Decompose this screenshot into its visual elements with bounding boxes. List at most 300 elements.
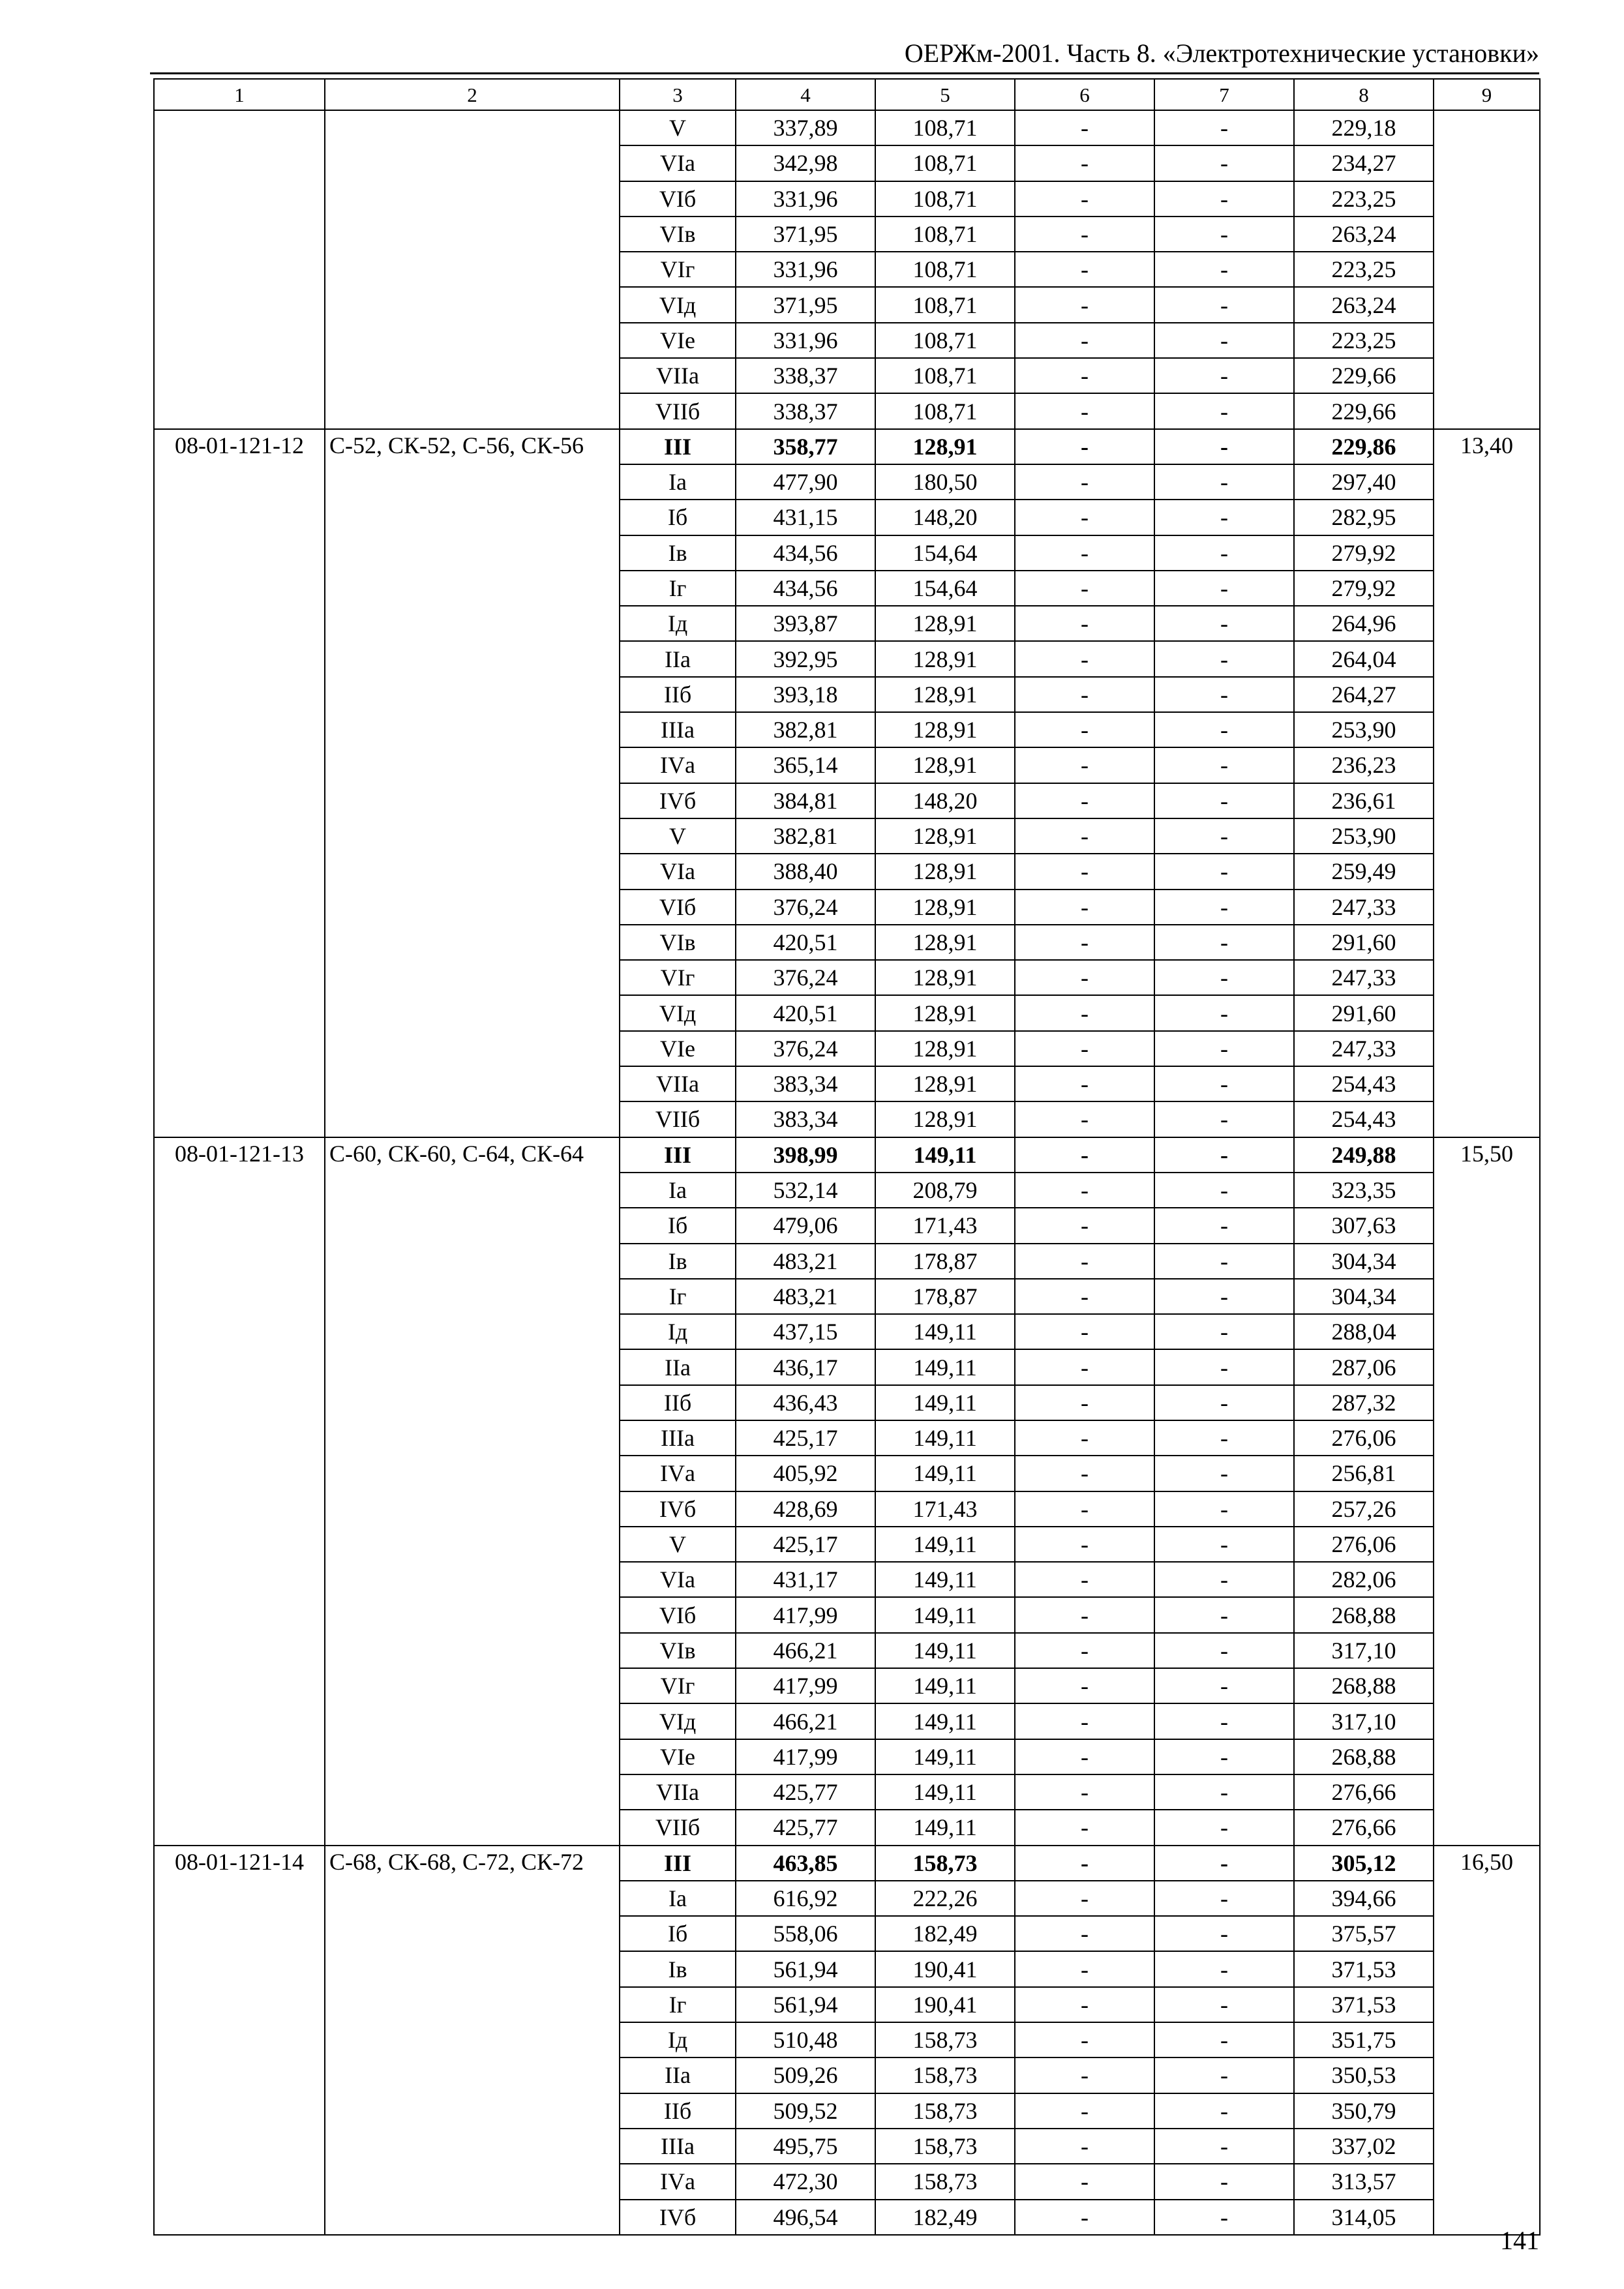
machinist-wage-cell: - <box>1154 2093 1294 2129</box>
wage-cell: 208,79 <box>875 1173 1015 1208</box>
category-cell: VIе <box>620 1031 736 1066</box>
machine-cost-cell: - <box>1015 1951 1154 1986</box>
wage-cell: 149,11 <box>875 1562 1015 1597</box>
total-cost-cell: 472,30 <box>736 2164 875 2199</box>
category-cell: III <box>620 1846 736 1881</box>
total-cost-cell: 431,17 <box>736 1562 875 1597</box>
labor-cost-value <box>1434 110 1540 429</box>
category-cell: VIIа <box>620 358 736 393</box>
category-cell: V <box>620 110 736 145</box>
category-cell: VIIб <box>620 1810 736 1845</box>
wage-cell: 222,26 <box>875 1881 1015 1916</box>
total-cost-cell: 466,21 <box>736 1633 875 1668</box>
machinist-wage-cell: - <box>1154 1951 1294 1986</box>
machine-cost-cell: - <box>1015 747 1154 783</box>
machinist-wage-cell: - <box>1154 712 1294 747</box>
materials-cost-cell: 276,06 <box>1294 1420 1434 1456</box>
category-cell: VIд <box>620 287 736 322</box>
machine-cost-cell: - <box>1015 1739 1154 1774</box>
total-cost-cell: 561,94 <box>736 1987 875 2022</box>
column-header: 2 <box>325 79 620 110</box>
category-cell: Iа <box>620 464 736 500</box>
machinist-wage-cell: - <box>1154 110 1294 145</box>
materials-cost-cell: 268,88 <box>1294 1668 1434 1703</box>
machinist-wage-cell: - <box>1154 1385 1294 1420</box>
wage-cell: 158,73 <box>875 1846 1015 1881</box>
total-cost-cell: 509,26 <box>736 2057 875 2093</box>
materials-cost-cell: 263,24 <box>1294 217 1434 252</box>
materials-cost-cell: 253,90 <box>1294 712 1434 747</box>
wage-cell: 108,71 <box>875 323 1015 358</box>
materials-cost-cell: 307,63 <box>1294 1208 1434 1243</box>
machinist-wage-cell: - <box>1154 181 1294 217</box>
materials-cost-cell: 229,66 <box>1294 393 1434 428</box>
materials-cost-cell: 223,25 <box>1294 323 1434 358</box>
category-cell: IIа <box>620 641 736 676</box>
materials-cost-cell: 236,23 <box>1294 747 1434 783</box>
materials-cost-cell: 297,40 <box>1294 464 1434 500</box>
machinist-wage-cell: - <box>1154 677 1294 712</box>
wage-cell: 108,71 <box>875 358 1015 393</box>
document-header-title: ОЕРЖм-2001. Часть 8. «Электротехнические установки» <box>904 38 1539 68</box>
wage-cell: 108,71 <box>875 252 1015 287</box>
machine-cost-cell: - <box>1015 712 1154 747</box>
equipment-name: С-60, СК-60, С-64, СК-64 <box>325 1137 620 1846</box>
wage-cell: 180,50 <box>875 464 1015 500</box>
machine-cost-cell: - <box>1015 1066 1154 1101</box>
materials-cost-cell: 287,06 <box>1294 1349 1434 1384</box>
machinist-wage-cell: - <box>1154 641 1294 676</box>
machinist-wage-cell: - <box>1154 1810 1294 1845</box>
machine-cost-cell: - <box>1015 287 1154 322</box>
category-cell: VIб <box>620 1597 736 1632</box>
category-cell: VIг <box>620 960 736 995</box>
machine-cost-cell: - <box>1015 1846 1154 1881</box>
machine-cost-cell: - <box>1015 890 1154 925</box>
machinist-wage-cell: - <box>1154 1491 1294 1527</box>
materials-cost-cell: 234,27 <box>1294 145 1434 181</box>
wage-cell: 108,71 <box>875 217 1015 252</box>
machinist-wage-cell: - <box>1154 1420 1294 1456</box>
wage-cell: 149,11 <box>875 1597 1015 1632</box>
wage-cell: 128,91 <box>875 890 1015 925</box>
wage-cell: 128,91 <box>875 712 1015 747</box>
machinist-wage-cell: - <box>1154 1597 1294 1632</box>
machinist-wage-cell: - <box>1154 287 1294 322</box>
machine-cost-cell: - <box>1015 1137 1154 1173</box>
total-cost-cell: 420,51 <box>736 995 875 1030</box>
machinist-wage-cell: - <box>1154 1916 1294 1951</box>
materials-cost-cell: 223,25 <box>1294 252 1434 287</box>
wage-cell: 171,43 <box>875 1208 1015 1243</box>
total-cost-cell: 425,77 <box>736 1810 875 1845</box>
machinist-wage-cell: - <box>1154 2022 1294 2057</box>
materials-cost-cell: 276,06 <box>1294 1527 1434 1562</box>
wage-cell: 128,91 <box>875 995 1015 1030</box>
machine-cost-cell: - <box>1015 1420 1154 1456</box>
machine-cost-cell: - <box>1015 571 1154 606</box>
total-cost-cell: 417,99 <box>736 1597 875 1632</box>
total-cost-cell: 376,24 <box>736 960 875 995</box>
machine-cost-cell: - <box>1015 181 1154 217</box>
total-cost-cell: 509,52 <box>736 2093 875 2129</box>
machinist-wage-cell: - <box>1154 1208 1294 1243</box>
total-cost-cell: 398,99 <box>736 1137 875 1173</box>
category-cell: Iа <box>620 1881 736 1916</box>
machinist-wage-cell: - <box>1154 925 1294 960</box>
category-cell: VIг <box>620 252 736 287</box>
machinist-wage-cell: - <box>1154 854 1294 889</box>
wage-cell: 148,20 <box>875 783 1015 818</box>
machinist-wage-cell: - <box>1154 464 1294 500</box>
machine-cost-cell: - <box>1015 252 1154 287</box>
category-cell: IIIа <box>620 2129 736 2164</box>
category-cell: Iб <box>620 1916 736 1951</box>
materials-cost-cell: 229,66 <box>1294 358 1434 393</box>
total-cost-cell: 434,56 <box>736 535 875 571</box>
wage-cell: 149,11 <box>875 1703 1015 1739</box>
materials-cost-cell: 350,53 <box>1294 2057 1434 2093</box>
total-cost-cell: 495,75 <box>736 2129 875 2164</box>
category-cell: VIIб <box>620 1101 736 1137</box>
total-cost-cell: 384,81 <box>736 783 875 818</box>
machine-cost-cell: - <box>1015 110 1154 145</box>
wage-cell: 108,71 <box>875 181 1015 217</box>
table-row <box>154 429 1540 464</box>
machinist-wage-cell: - <box>1154 1987 1294 2022</box>
category-cell: Iа <box>620 1173 736 1208</box>
wage-cell: 108,71 <box>875 145 1015 181</box>
materials-cost-cell: 291,60 <box>1294 995 1434 1030</box>
category-cell: VIг <box>620 1668 736 1703</box>
machinist-wage-cell: - <box>1154 783 1294 818</box>
wage-cell: 128,91 <box>875 1066 1015 1101</box>
machinist-wage-cell: - <box>1154 606 1294 641</box>
materials-cost-cell: 337,02 <box>1294 2129 1434 2164</box>
machine-cost-cell: - <box>1015 854 1154 889</box>
wage-cell: 158,73 <box>875 2057 1015 2093</box>
machinist-wage-cell: - <box>1154 1562 1294 1597</box>
wage-cell: 108,71 <box>875 287 1015 322</box>
materials-cost-cell: 264,27 <box>1294 677 1434 712</box>
total-cost-cell: 376,24 <box>736 1031 875 1066</box>
machine-cost-cell: - <box>1015 1916 1154 1951</box>
machine-cost-cell: - <box>1015 1208 1154 1243</box>
wage-cell: 158,73 <box>875 2093 1015 2129</box>
category-cell: Iг <box>620 1987 736 2022</box>
machinist-wage-cell: - <box>1154 2164 1294 2199</box>
materials-cost-cell: 256,81 <box>1294 1456 1434 1491</box>
labor-cost-value: 15,50 <box>1434 1137 1540 1846</box>
category-cell: VIе <box>620 323 736 358</box>
total-cost-cell: 365,14 <box>736 747 875 783</box>
machine-cost-cell: - <box>1015 393 1154 428</box>
category-cell: IIIа <box>620 1420 736 1456</box>
header-rule <box>150 72 1539 74</box>
total-cost-cell: 382,81 <box>736 712 875 747</box>
materials-cost-cell: 371,53 <box>1294 1951 1434 1986</box>
wage-cell: 108,71 <box>875 393 1015 428</box>
materials-cost-cell: 257,26 <box>1294 1491 1434 1527</box>
machine-cost-cell: - <box>1015 1031 1154 1066</box>
machine-cost-cell: - <box>1015 1173 1154 1208</box>
machinist-wage-cell: - <box>1154 960 1294 995</box>
total-cost-cell: 393,18 <box>736 677 875 712</box>
machine-cost-cell: - <box>1015 995 1154 1030</box>
column-header: 8 <box>1294 79 1434 110</box>
machinist-wage-cell: - <box>1154 1633 1294 1668</box>
machine-cost-cell: - <box>1015 1703 1154 1739</box>
machine-cost-cell: - <box>1015 1101 1154 1137</box>
column-header: 7 <box>1154 79 1294 110</box>
machine-cost-cell: - <box>1015 217 1154 252</box>
table-row <box>154 110 1540 145</box>
total-cost-cell: 331,96 <box>736 252 875 287</box>
category-cell: VIIб <box>620 393 736 428</box>
category-cell: VIв <box>620 1633 736 1668</box>
machinist-wage-cell: - <box>1154 2200 1294 2235</box>
rate-code <box>154 110 325 429</box>
materials-cost-cell: 254,43 <box>1294 1101 1434 1137</box>
wage-cell: 128,91 <box>875 818 1015 854</box>
wage-cell: 149,11 <box>875 1137 1015 1173</box>
category-cell: Iг <box>620 571 736 606</box>
machine-cost-cell: - <box>1015 2057 1154 2093</box>
materials-cost-cell: 287,32 <box>1294 1385 1434 1420</box>
wage-cell: 178,87 <box>875 1279 1015 1314</box>
machinist-wage-cell: - <box>1154 571 1294 606</box>
total-cost-cell: 388,40 <box>736 854 875 889</box>
category-cell: V <box>620 1527 736 1562</box>
materials-cost-cell: 259,49 <box>1294 854 1434 889</box>
materials-cost-cell: 276,66 <box>1294 1810 1434 1845</box>
machinist-wage-cell: - <box>1154 1101 1294 1137</box>
materials-cost-cell: 351,75 <box>1294 2022 1434 2057</box>
total-cost-cell: 331,96 <box>736 323 875 358</box>
category-cell: IVа <box>620 2164 736 2199</box>
category-cell: III <box>620 1137 736 1173</box>
wage-cell: 149,11 <box>875 1420 1015 1456</box>
wage-cell: 128,91 <box>875 854 1015 889</box>
machinist-wage-cell: - <box>1154 2129 1294 2164</box>
wage-cell: 128,91 <box>875 1101 1015 1137</box>
category-cell: Iб <box>620 1208 736 1243</box>
wage-cell: 128,91 <box>875 429 1015 464</box>
wage-cell: 149,11 <box>875 1633 1015 1668</box>
machinist-wage-cell: - <box>1154 1739 1294 1774</box>
column-header: 4 <box>736 79 875 110</box>
machinist-wage-cell: - <box>1154 1456 1294 1491</box>
machinist-wage-cell: - <box>1154 1173 1294 1208</box>
rate-code: 08-01-121-13 <box>154 1137 325 1846</box>
total-cost-cell: 417,99 <box>736 1668 875 1703</box>
materials-cost-cell: 268,88 <box>1294 1739 1434 1774</box>
category-cell: IVб <box>620 1491 736 1527</box>
materials-cost-cell: 314,05 <box>1294 2200 1434 2235</box>
total-cost-cell: 337,89 <box>736 110 875 145</box>
materials-cost-cell: 305,12 <box>1294 1846 1434 1881</box>
machine-cost-cell: - <box>1015 2129 1154 2164</box>
machine-cost-cell: - <box>1015 641 1154 676</box>
total-cost-cell: 436,17 <box>736 1349 875 1384</box>
materials-cost-cell: 247,33 <box>1294 960 1434 995</box>
materials-cost-cell: 253,90 <box>1294 818 1434 854</box>
category-cell: Iг <box>620 1279 736 1314</box>
total-cost-cell: 616,92 <box>736 1881 875 1916</box>
machine-cost-cell: - <box>1015 925 1154 960</box>
total-cost-cell: 425,17 <box>736 1420 875 1456</box>
machine-cost-cell: - <box>1015 1987 1154 2022</box>
category-cell: IIа <box>620 2057 736 2093</box>
materials-cost-cell: 236,61 <box>1294 783 1434 818</box>
machine-cost-cell: - <box>1015 960 1154 995</box>
machine-cost-cell: - <box>1015 1491 1154 1527</box>
machine-cost-cell: - <box>1015 783 1154 818</box>
category-cell: IVа <box>620 747 736 783</box>
machinist-wage-cell: - <box>1154 1527 1294 1562</box>
total-cost-cell: 532,14 <box>736 1173 875 1208</box>
total-cost-cell: 393,87 <box>736 606 875 641</box>
machinist-wage-cell: - <box>1154 1349 1294 1384</box>
machinist-wage-cell: - <box>1154 217 1294 252</box>
materials-cost-cell: 323,35 <box>1294 1173 1434 1208</box>
materials-cost-cell: 304,34 <box>1294 1279 1434 1314</box>
total-cost-cell: 479,06 <box>736 1208 875 1243</box>
wage-cell: 149,11 <box>875 1349 1015 1384</box>
category-cell: Iв <box>620 535 736 571</box>
total-cost-cell: 371,95 <box>736 217 875 252</box>
materials-cost-cell: 282,95 <box>1294 500 1434 535</box>
equipment-name <box>325 110 620 429</box>
total-cost-cell: 338,37 <box>736 358 875 393</box>
machinist-wage-cell: - <box>1154 1668 1294 1703</box>
total-cost-cell: 428,69 <box>736 1491 875 1527</box>
category-cell: IIIа <box>620 712 736 747</box>
machinist-wage-cell: - <box>1154 358 1294 393</box>
table-row <box>154 1137 1540 1173</box>
category-cell: VIа <box>620 1562 736 1597</box>
wage-cell: 128,91 <box>875 606 1015 641</box>
column-header: 9 <box>1434 79 1540 110</box>
total-cost-cell: 420,51 <box>736 925 875 960</box>
materials-cost-cell: 264,96 <box>1294 606 1434 641</box>
machine-cost-cell: - <box>1015 606 1154 641</box>
total-cost-cell: 431,15 <box>736 500 875 535</box>
wage-cell: 128,91 <box>875 641 1015 676</box>
machinist-wage-cell: - <box>1154 1881 1294 1916</box>
materials-cost-cell: 229,18 <box>1294 110 1434 145</box>
total-cost-cell: 342,98 <box>736 145 875 181</box>
materials-cost-cell: 263,24 <box>1294 287 1434 322</box>
category-cell: IIа <box>620 1349 736 1384</box>
materials-cost-cell: 229,86 <box>1294 429 1434 464</box>
machine-cost-cell: - <box>1015 2093 1154 2129</box>
wage-cell: 158,73 <box>875 2022 1015 2057</box>
materials-cost-cell: 394,66 <box>1294 1881 1434 1916</box>
wage-cell: 149,11 <box>875 1527 1015 1562</box>
total-cost-cell: 558,06 <box>736 1916 875 1951</box>
machine-cost-cell: - <box>1015 500 1154 535</box>
category-cell: IIб <box>620 1385 736 1420</box>
total-cost-cell: 338,37 <box>736 393 875 428</box>
machine-cost-cell: - <box>1015 1810 1154 1845</box>
category-cell: IIб <box>620 677 736 712</box>
wage-cell: 154,64 <box>875 535 1015 571</box>
materials-cost-cell: 291,60 <box>1294 925 1434 960</box>
machinist-wage-cell: - <box>1154 1703 1294 1739</box>
wage-cell: 171,43 <box>875 1491 1015 1527</box>
column-header: 1 <box>154 79 325 110</box>
materials-cost-cell: 371,53 <box>1294 1987 1434 2022</box>
materials-cost-cell: 254,43 <box>1294 1066 1434 1101</box>
wage-cell: 128,91 <box>875 677 1015 712</box>
category-cell: IVа <box>620 1456 736 1491</box>
category-cell: Iв <box>620 1244 736 1279</box>
materials-cost-cell: 304,34 <box>1294 1244 1434 1279</box>
machine-cost-cell: - <box>1015 818 1154 854</box>
total-cost-cell: 382,81 <box>736 818 875 854</box>
machine-cost-cell: - <box>1015 1881 1154 1916</box>
category-cell: VIв <box>620 217 736 252</box>
total-cost-cell: 434,56 <box>736 571 875 606</box>
equipment-name: С-68, СК-68, С-72, СК-72 <box>325 1846 620 2235</box>
labor-cost-value: 16,50 <box>1434 1846 1540 2235</box>
machine-cost-cell: - <box>1015 1349 1154 1384</box>
total-cost-cell: 371,95 <box>736 287 875 322</box>
materials-cost-cell: 247,33 <box>1294 1031 1434 1066</box>
category-cell: VIа <box>620 145 736 181</box>
equipment-name: С-52, СК-52, С-56, СК-56 <box>325 429 620 1137</box>
machinist-wage-cell: - <box>1154 2057 1294 2093</box>
wage-cell: 149,11 <box>875 1314 1015 1349</box>
category-cell: VIв <box>620 925 736 960</box>
machinist-wage-cell: - <box>1154 145 1294 181</box>
total-cost-cell: 510,48 <box>736 2022 875 2057</box>
column-header: 5 <box>875 79 1015 110</box>
materials-cost-cell: 249,88 <box>1294 1137 1434 1173</box>
materials-cost-cell: 268,88 <box>1294 1597 1434 1632</box>
materials-cost-cell: 317,10 <box>1294 1633 1434 1668</box>
materials-cost-cell: 288,04 <box>1294 1314 1434 1349</box>
table-body <box>154 110 1540 2235</box>
rate-code: 08-01-121-14 <box>154 1846 325 2235</box>
wage-cell: 149,11 <box>875 1810 1015 1845</box>
total-cost-cell: 483,21 <box>736 1244 875 1279</box>
total-cost-cell: 496,54 <box>736 2200 875 2235</box>
machine-cost-cell: - <box>1015 1597 1154 1632</box>
wage-cell: 149,11 <box>875 1774 1015 1810</box>
machine-cost-cell: - <box>1015 1527 1154 1562</box>
machine-cost-cell: - <box>1015 145 1154 181</box>
machinist-wage-cell: - <box>1154 747 1294 783</box>
wage-cell: 108,71 <box>875 110 1015 145</box>
category-cell: VIд <box>620 1703 736 1739</box>
wage-cell: 128,91 <box>875 925 1015 960</box>
machinist-wage-cell: - <box>1154 890 1294 925</box>
materials-cost-cell: 282,06 <box>1294 1562 1434 1597</box>
machine-cost-cell: - <box>1015 2164 1154 2199</box>
total-cost-cell: 561,94 <box>736 1951 875 1986</box>
category-cell: VIб <box>620 181 736 217</box>
total-cost-cell: 331,96 <box>736 181 875 217</box>
category-cell: Iд <box>620 2022 736 2057</box>
machinist-wage-cell: - <box>1154 1279 1294 1314</box>
wage-cell: 158,73 <box>875 2129 1015 2164</box>
machine-cost-cell: - <box>1015 1774 1154 1810</box>
wage-cell: 128,91 <box>875 747 1015 783</box>
machine-cost-cell: - <box>1015 429 1154 464</box>
machinist-wage-cell: - <box>1154 1137 1294 1173</box>
